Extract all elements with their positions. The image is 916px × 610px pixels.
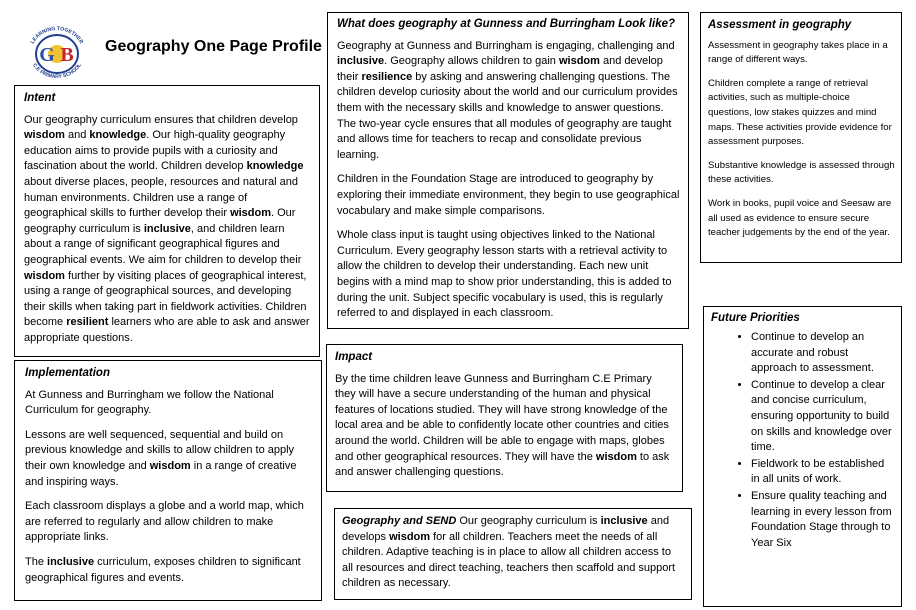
emphasis-word: inclusive xyxy=(143,222,191,235)
emphasis-word: inclusive xyxy=(600,515,648,527)
what-like-paragraph-1: Geography at Gunness and Burringham is engaging, challenging and inclusive. Geography allows children to gain wisdom and develop their resilience by asking and answering challenging questions. The children develop curiosity about the world and our curriculum provides them with the necessary skills and knowledge to answer questions. The two-year cycle ensures that all modules of geography are taught and allows time for teachers to recap and consolidate previous learning. xyxy=(337,39,678,161)
emphasis-word: resilient xyxy=(66,316,109,329)
emphasis-word: knowledge xyxy=(89,129,147,142)
emphasis-word: wisdom xyxy=(595,450,637,463)
emphasis-word: wisdom xyxy=(149,459,191,472)
implementation-panel xyxy=(14,360,322,601)
page-title: Geography One Page Profile xyxy=(105,38,322,55)
assessment-paragraph-4: Work in books, pupil voice and Seesaw are all used as evidence to ensure secure teacher judgements by the end of the year. xyxy=(708,197,892,239)
intent-text: Our geography curriculum ensures that children develop wisdom and knowledge. Our high-quality geography education aims to provide pupils with a curiosity and fascination about the world. Children develop knowledge about diverse places, people, resources and natural and human environments. Children use a range of geographical skills to further develop their wisdom. Our geography curriculum is inclusive, and children learn about a range of significant geographical figures and geographical events. We aim for children to develop their wisdom further by visiting places of geographical interest, using a range of geographical sources, and developing their skills when taking part in fieldwork activities. Children become resilient learners who are able to ask and answer appropriate questions. xyxy=(24,113,310,344)
assessment-paragraph-2: Children complete a range of retrieval activities, such as multiple-choice questions, low stakes quizzes and mind maps. These activities provide evidence for assessment purposes. xyxy=(708,77,892,148)
assessment-paragraph-1: Assessment in geography takes place in a range of different ways. xyxy=(708,39,888,66)
what-like-heading: What does geography at Gunness and Burringham Look like? xyxy=(337,18,676,30)
list-item: • Fieldwork to be established in all units of work. xyxy=(751,457,895,488)
implementation-paragraph-1: At Gunness and Burringham we follow the National Curriculum for geography. xyxy=(25,388,274,417)
list-item: • Continue to develop an accurate and robust approach to assessment. xyxy=(751,330,895,377)
future-priorities-list xyxy=(711,330,895,551)
implementation-paragraph-3: Each classroom displays a globe and a world map, which are referred to regularly and allow children to make appropriate links. xyxy=(25,500,304,544)
emphasis-word: inclusive xyxy=(337,55,385,68)
list-item: • Ensure quality teaching and learning in every lesson from Foundation Stage through to Year Six xyxy=(751,489,895,551)
impact-heading: Impact xyxy=(335,351,373,363)
logo-letter-g: G xyxy=(39,44,55,66)
emphasis-word: resilience xyxy=(361,70,413,83)
send-heading: Geography and SEND xyxy=(342,515,457,527)
impact-text: By the time children leave Gunness and Burringham C.E Primary they will have a secure understanding of the human and physical features of locations studied. They will have strong knowledge of the local area and be able to confidently locate other countries and cities around the world. Children will be able to engage with maps, globes and other geographical resources. They will have the wisdom to ask and answer challenging questions. xyxy=(335,372,670,479)
logo-top-text: LEARNING TOGETHER xyxy=(29,25,85,46)
future-priorities-panel xyxy=(703,306,902,607)
logo-letter-b: B xyxy=(60,44,74,66)
intent-heading: Intent xyxy=(24,92,56,104)
send-text xyxy=(342,514,683,592)
what-geography-looks-like-panel xyxy=(327,12,689,329)
logo-bottom-text: C.E PRIMARY SCHOOL xyxy=(31,62,83,80)
emphasis-word: wisdom xyxy=(558,55,600,68)
send-body: Our geography curriculum is inclusive and develops wisdom for all children. Teachers meet the needs of all children. Adaptive teaching is in place to allow all children access to all resources and direct teaching, teachers then scaffold and support children as necessary. xyxy=(342,515,676,590)
intent-panel xyxy=(14,85,320,357)
emphasis-word: knowledge xyxy=(246,160,304,173)
emphasis-word: wisdom xyxy=(24,269,65,282)
implementation-paragraph-4: The inclusive curriculum, exposes children to significant geographical figures and events. xyxy=(25,555,301,584)
assessment-heading: Assessment in geography xyxy=(708,19,852,31)
what-like-paragraph-2: Children in the Foundation Stage are introduced to geography by exploring their immediate environment, they begin to use geographical vocabulary and make simple comparisons. xyxy=(337,173,680,217)
emphasis-word: inclusive xyxy=(47,555,95,568)
future-heading: Future Priorities xyxy=(711,312,800,324)
implementation-heading: Implementation xyxy=(25,367,110,379)
school-logo xyxy=(22,24,92,80)
what-like-paragraph-3: Whole class input is taught using objectives linked to the National Curriculum. Every geography lesson starts with a retrieval activity to allow the children to develop their understanding. Each new unit begins with a mind map to show prior understanding, this is added to during the unit. Subject specific vocabulary is used, this is regularly referred to and displayed in each classroom. xyxy=(337,229,672,320)
send-panel xyxy=(334,508,692,600)
emphasis-word: wisdom xyxy=(230,207,272,220)
emphasis-word: wisdom xyxy=(389,530,431,543)
emphasis-word: wisdom xyxy=(24,129,65,142)
implementation-paragraph-2: Lessons are well sequenced, sequential and build on previous knowledge and skills to allow children to apply their own knowledge and wisdom in a range of creative and inspiring ways. xyxy=(25,428,297,488)
list-item: • Continue to develop a clear and concise curriculum, ensuring opportunity to build on skills and knowledge over time. xyxy=(751,378,895,456)
assessment-panel xyxy=(700,12,902,263)
impact-panel xyxy=(326,344,683,492)
assessment-paragraph-3: Substantive knowledge is assessed through these activities. xyxy=(708,159,895,186)
